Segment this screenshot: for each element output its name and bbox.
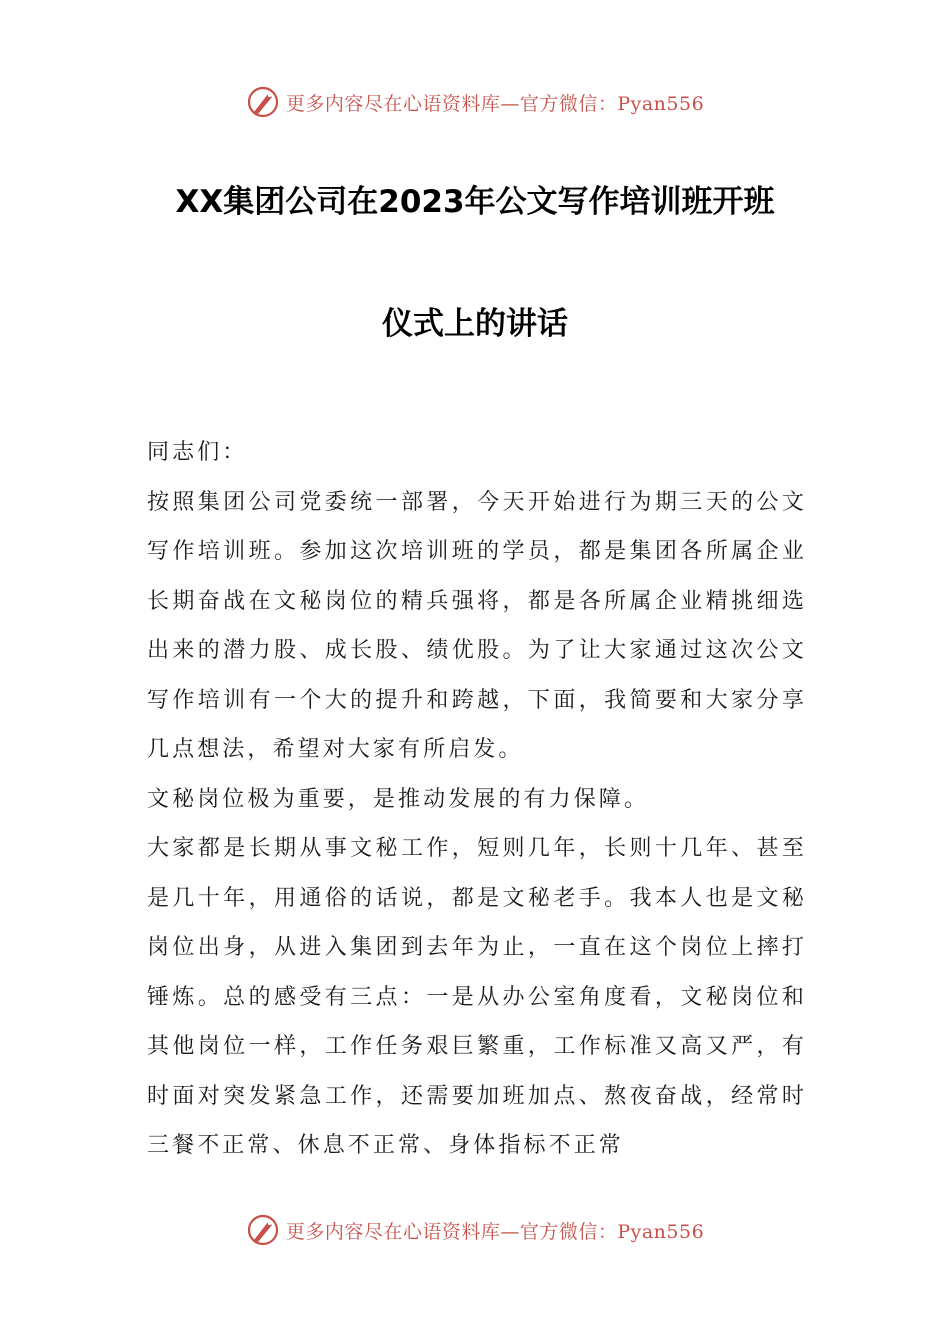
pen-nib-logo-icon [246, 85, 280, 119]
pen-nib-logo-icon [246, 1213, 280, 1247]
document-title-line-2: 仪式上的讲话 [382, 306, 568, 342]
footer-banner-text: 更多内容尽在心语资料库—官方微信：Pyan556 [285, 1220, 705, 1243]
header-banner-text: 更多内容尽在心语资料库—官方微信：Pyan556 [285, 92, 705, 115]
header-banner [0, 82, 950, 122]
body-paragraph: 大家都是长期从事文秘工作，短则几年，长则十几年、甚至是几十年，用通俗的话说，都是文秘老手。我本人也是文秘岗位出身，从进入集团到去年为止，一直在这个岗位上摔打锤炼。总的感受有三点：一是从办公室角度看，文秘岗位和其他岗位一样，工作任务艰巨繁重，工作标准又高又严，有时面对突发紧急工作，还需要加班加点、熬夜奋战，经常时三餐不正常、休息不正常、身体指标不正常 [147, 836, 807, 1158]
section-heading: 文秘岗位极为重要，是推动发展的有力保障。 [147, 786, 650, 812]
footer-banner [0, 1210, 950, 1250]
body-paragraph: 按照集团公司党委统一部署，今天开始进行为期三天的公文写作培训班。参加这次培训班的学员，都是集团各所属企业长期奋战在文秘岗位的精兵强将，都是各所属企业精挑细选出来的潜力股、成长股、绩优股。为了让大家通过这次公文写作培训有一个大的提升和跨越，下面，我简要和大家分享几点想法，希望对大家有所启发。 [147, 489, 807, 762]
document-body [147, 428, 807, 1171]
salutation: 同志们： [147, 440, 248, 465]
document-title-line-1: XX集团公司在2023年公文写作培训班开班 [175, 184, 775, 220]
